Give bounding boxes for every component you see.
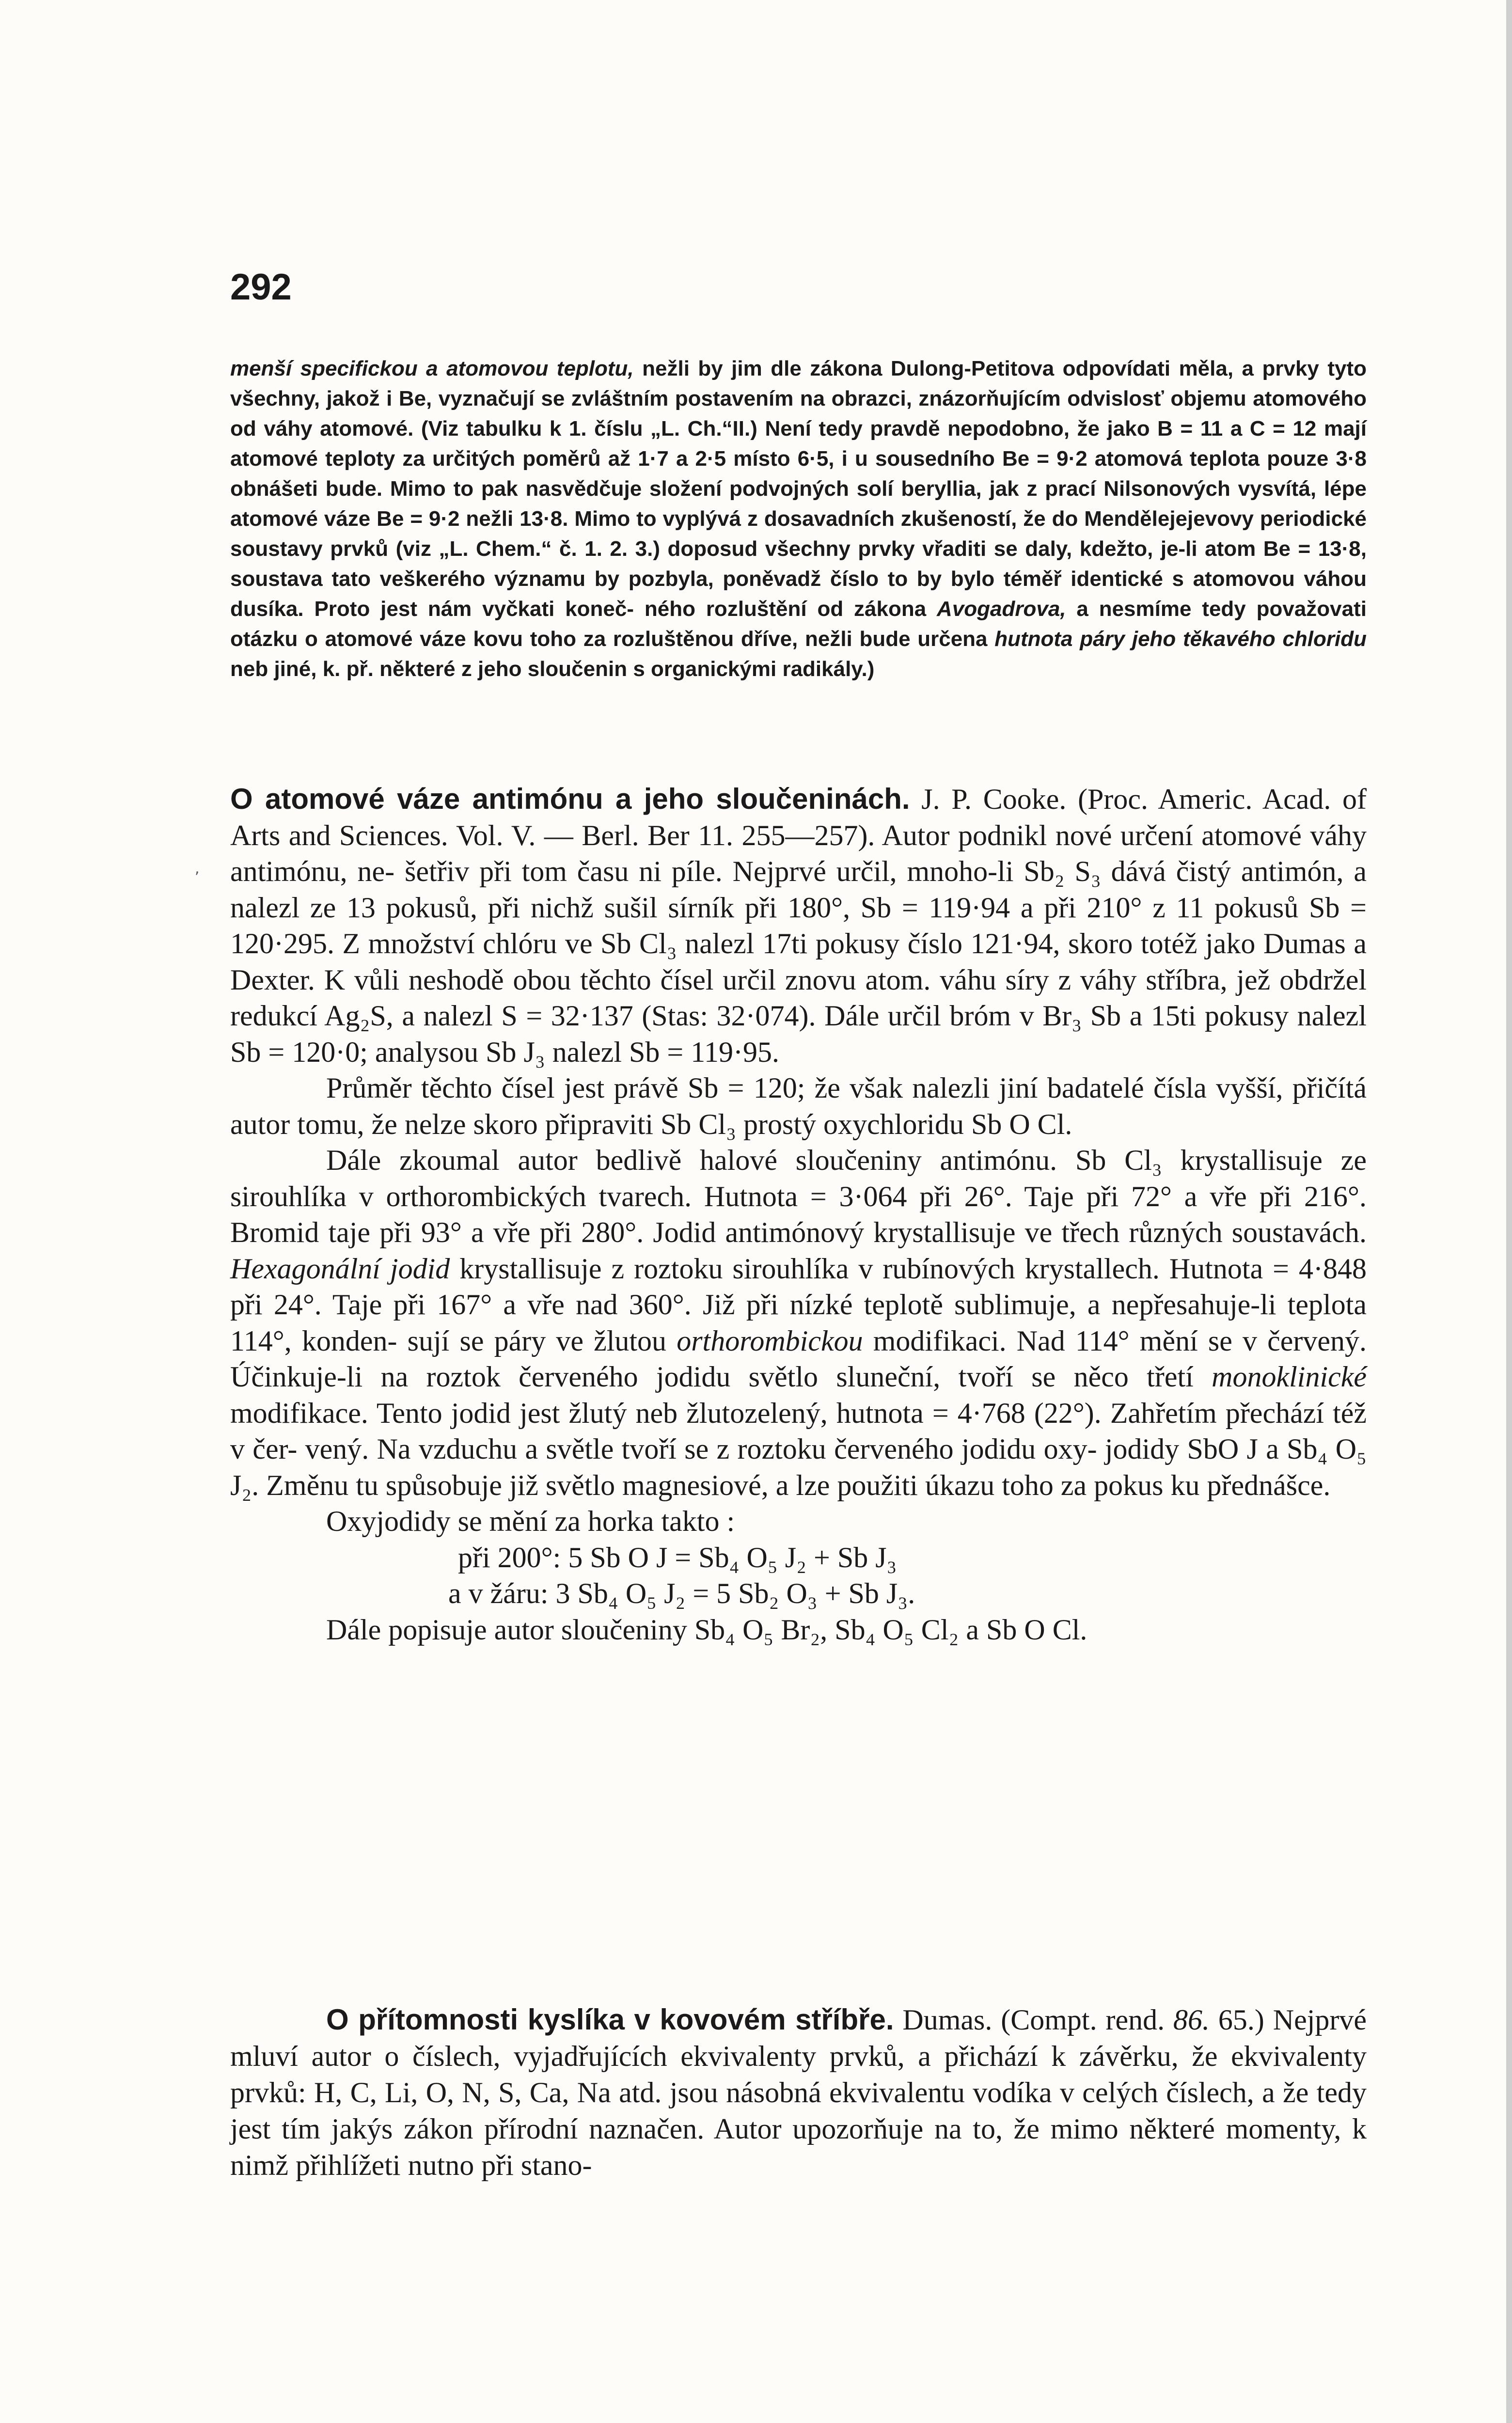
text-line — [230, 783, 1066, 815]
equation: při 200°: 5 Sb O J = Sb₄ O₅ J₂ + Sb J₃ — [458, 1541, 897, 1573]
text-run: prvků, a přichází k závěrku, že ekvivalenty prvků: H, C, Li, O, N, — [230, 2040, 1367, 2108]
text-run: Dumas. (Compt. rend. — [894, 2004, 1165, 2036]
text-line — [776, 1469, 1331, 1501]
paragraph — [230, 781, 1367, 1070]
text-run: prvků (viz „L. Chem.“ č. 1. 2. 3.) doposud všechny prvky vřaditi se daly, kdežto, — [330, 537, 1153, 561]
text-run: měla, a prvky tyto všechny, jakož i Be, vyznačují se zvláštním postavením na obrazci, — [230, 357, 1367, 410]
paragraph — [230, 2001, 1367, 2184]
text-run: Sb = 120·0; analysou Sb J₃ nalezl Sb = 119·95. — [230, 1036, 779, 1068]
text-run: a lze použiti úkazu toho za pokus ku přednášce. — [775, 1469, 1331, 1501]
text-run: je-li atom Be = 13·8, soustava tato veškerého významu by pozbyla, poněvadž číslo — [230, 537, 1367, 591]
paragraph — [230, 1142, 1367, 1503]
footnote-line — [420, 627, 1276, 651]
article-heading: O přítomnosti kyslíka v kovovém stříbře. — [326, 2003, 894, 2036]
equation: a v žáru: 3 Sb₄ O₅ J₂ = 5 Sb₂ O₃ + Sb J₃. — [448, 1577, 915, 1609]
italic-term: orthorombickou — [677, 1324, 863, 1357]
text-run: váze kovu toho za rozluštěnou dříve, nežli bude určena — [420, 627, 995, 651]
article-silver-oxygen — [230, 2001, 1367, 2184]
text-run: chlóru ve Sb Cl₃ nalezl 17ti pokusy číslo 121·94, skoro totéž jako — [483, 928, 1256, 960]
text-run: v červený. Účinkuje-li na roztok červeného jodidu světlo sluneční, — [230, 1324, 1367, 1393]
text-line — [581, 1216, 1367, 1248]
text-run: J. P. Cooke. — [910, 783, 1067, 815]
text-run: krystallisuje ze sirouhlíka v orthorombických tvarech. Hutnota = 3·064 — [230, 1144, 1367, 1212]
page-number: 292 — [230, 267, 292, 308]
article-heading: O atomové váze antimónu a jeho sloučeninách. — [230, 783, 910, 815]
text-run: na to, že mimo některé momenty, k nimž přihlížeti nutno při stano- — [230, 2113, 1367, 2181]
text-run: a nesmíme tedy považovati otázku o atomové — [230, 597, 1367, 651]
text-run: čistý antimón, a nalezl ze 13 pokusů, při nichž sušil sírník při 180°, — [230, 855, 1367, 924]
text-run: beryllia, jak z prací Nilsonových vysvítá, lépe atomové váze Be = 9·2 nežli 13·8. — [230, 477, 1367, 531]
text-run: teploty za určitých poměrů až 1·7 a 2·5 místo 6·5, i u sousedního Be = 9·2 atomová — [325, 447, 1182, 471]
text-run: 65.) Nejprvé mluví autor o číslech, vyjadřujících ekvivalenty — [230, 2004, 1367, 2072]
text-run: krystallech. Hutnota = 4·848 při 24°. Taje při 167° a vře nad 360°. — [230, 1252, 1367, 1321]
text-run: ného rozluštění od zákona — [644, 597, 937, 621]
text-run: Dále zkoumal autor bedlivě halové sloučeniny antimónu. Sb Cl₃ — [326, 1144, 1162, 1176]
text-run: (Stas: 32·074). Dále určil bróm v Br₃ Sb a 15ti pokusy nalezl — [642, 1000, 1367, 1032]
text-line — [483, 928, 1255, 960]
text-run: Sb = 119·94 a při 210° z 11 pokusů Sb = 120·295. Z množství — [230, 891, 1367, 960]
text-line — [498, 2077, 1275, 2108]
page — [230, 0, 1367, 2423]
text-run: teplota pouze 3·8 obnášeti bude. Mimo to pak nasvědčuje složení podvojných solí — [230, 447, 1367, 501]
text-line — [408, 1325, 1232, 1357]
text-run: (Proc. Americ. Acad. of Arts and Sciences. Vol. V. — Berl. Ber 11. — [230, 783, 1367, 851]
text-run: S, Ca, Na atd. jsou násobná ekvivalentu vodíka v celých číslech, a — [498, 2077, 1275, 2108]
text-run: Již při nízké teplotě sublimuje, a nepřesahuje-li teplota 114°, konden- — [230, 1289, 1367, 1357]
text-run: jodidy SbO J a Sb₄ O₅ J₂. Změnu tu spůsobuje již světlo magnesiové, — [230, 1433, 1367, 1501]
closing-line: Dále popisuje autor sloučeniny Sb₄ O₅ Br₂, Sb₄ O₅ Cl₂ a Sb O Cl. — [326, 1613, 1087, 1646]
text-line — [326, 1072, 1038, 1104]
margin-mark: , — [195, 860, 200, 877]
footnote-line — [230, 357, 1170, 380]
text-run: váhu síry z váhy stříbra, jež obdržel redukcí Ag₂S, a nalezl S = 32·137 — [230, 963, 1367, 1032]
text-line — [230, 1036, 779, 1068]
italic-term: Hexagonální jodid — [230, 1252, 450, 1285]
footnote-block — [230, 354, 1367, 684]
text-line — [642, 1000, 1367, 1032]
text-run: neb žlutozelený, hutnota = 4·768 (22°). Zahřetím přechází též v čer- — [230, 1397, 1367, 1465]
text-run: tvoří se něco třetí — [958, 1361, 1212, 1393]
footnote-paragraph — [230, 354, 1367, 684]
text-run: sují se páry ve žlutou — [407, 1324, 677, 1357]
text-run: vený. Na vzduchu a světle tvoří se z roztoku červeného jodidu oxy- — [305, 1433, 1097, 1465]
text-run: 280°. Jodid antimónový krystallisuje ve třech různých soustavách. — [581, 1216, 1367, 1248]
text-run: že tedy jest tím jakýs zákon přírodní naznačen. Autor upozorňuje — [230, 2077, 1367, 2145]
italic-term: monoklinické — [1212, 1361, 1367, 1393]
text-run: Oxyjodidy se mění za horka takto : — [326, 1505, 735, 1537]
italic-term: hutnota páry jeho těkavého — [994, 627, 1276, 651]
text-run: šetřiv při tom času ni píle. Nejprvé určil, mnoho-li Sb₂ S₃ dává — [404, 855, 1166, 887]
text-line — [326, 2004, 1165, 2036]
text-run: to by bylo téměř identické s atomovou váhou dusíka. Proto jest nám vyčkati koneč- — [230, 567, 1367, 621]
text-run: neb jiné, k. př. některé z jeho sloučenin s organickými radikály.) — [230, 657, 875, 681]
text-run: Sb Cl₃ prostý oxychloridu Sb O Cl. — [661, 1108, 1072, 1140]
text-line — [230, 1253, 1015, 1285]
text-line — [326, 1144, 1162, 1176]
article-antimony — [230, 781, 1367, 1648]
paragraph — [230, 1070, 1367, 1142]
text-run: 255—257). Autor podnikl nové určení atomové váhy antimónu, ne- — [230, 819, 1367, 887]
text-run: „L. Ch.“II.) Není tedy pravdě nepodobno, že jako B = 11 a C = 12 mají atomové — [230, 417, 1367, 471]
italic-term: Avogadrova, — [937, 597, 1066, 621]
text-run: Průměr těchto čísel jest právě Sb = 120; že však nalezli jiní — [326, 1072, 1038, 1104]
text-run: modifikace. Tento jodid jest žlutý — [230, 1397, 627, 1429]
text-line — [305, 1433, 1097, 1465]
text-run: znázorňujícím odvislosť objemu atomového od váhy atomové. (Viz tabulku k 1. číslu — [230, 387, 1367, 441]
text-run: Dumas a Dexter. K vůli neshodě obou těchto čísel určil znovu atom. — [230, 928, 1367, 996]
italic-term: chloridu — [1282, 627, 1367, 651]
text-run: nežli by jim dle zákona Dulong-Petitova odpovídati — [633, 357, 1171, 380]
italic-term: menší specifickou a atomovou teplotu, — [230, 357, 634, 380]
text-run: krystallisuje z roztoku sirouhlíka v rubínových — [450, 1252, 1015, 1285]
text-run: při 26°. Taje při 72° a vře při 216°. Bromid taje při 93° a vře při — [230, 1180, 1367, 1248]
text-run: modifikaci. Nad 114° mění se — [863, 1324, 1232, 1357]
footnote-line — [325, 447, 1182, 471]
scan-edge — [1506, 0, 1512, 2423]
text-run: Mimo to vyplývá z dosavadních zkušeností, že do Mendělejejevovy periodické soustavy — [230, 507, 1367, 561]
italic-term: 86. — [1173, 2004, 1210, 2036]
text-run: badatelé čísla vyšší, přičítá autor tomu, že nelze skoro připraviti — [230, 1072, 1367, 1140]
text-line — [326, 1505, 735, 1537]
text-line — [661, 1108, 1072, 1140]
footnote-line — [330, 537, 1153, 561]
text-line — [405, 855, 1166, 887]
paragraph — [230, 1503, 1367, 1540]
